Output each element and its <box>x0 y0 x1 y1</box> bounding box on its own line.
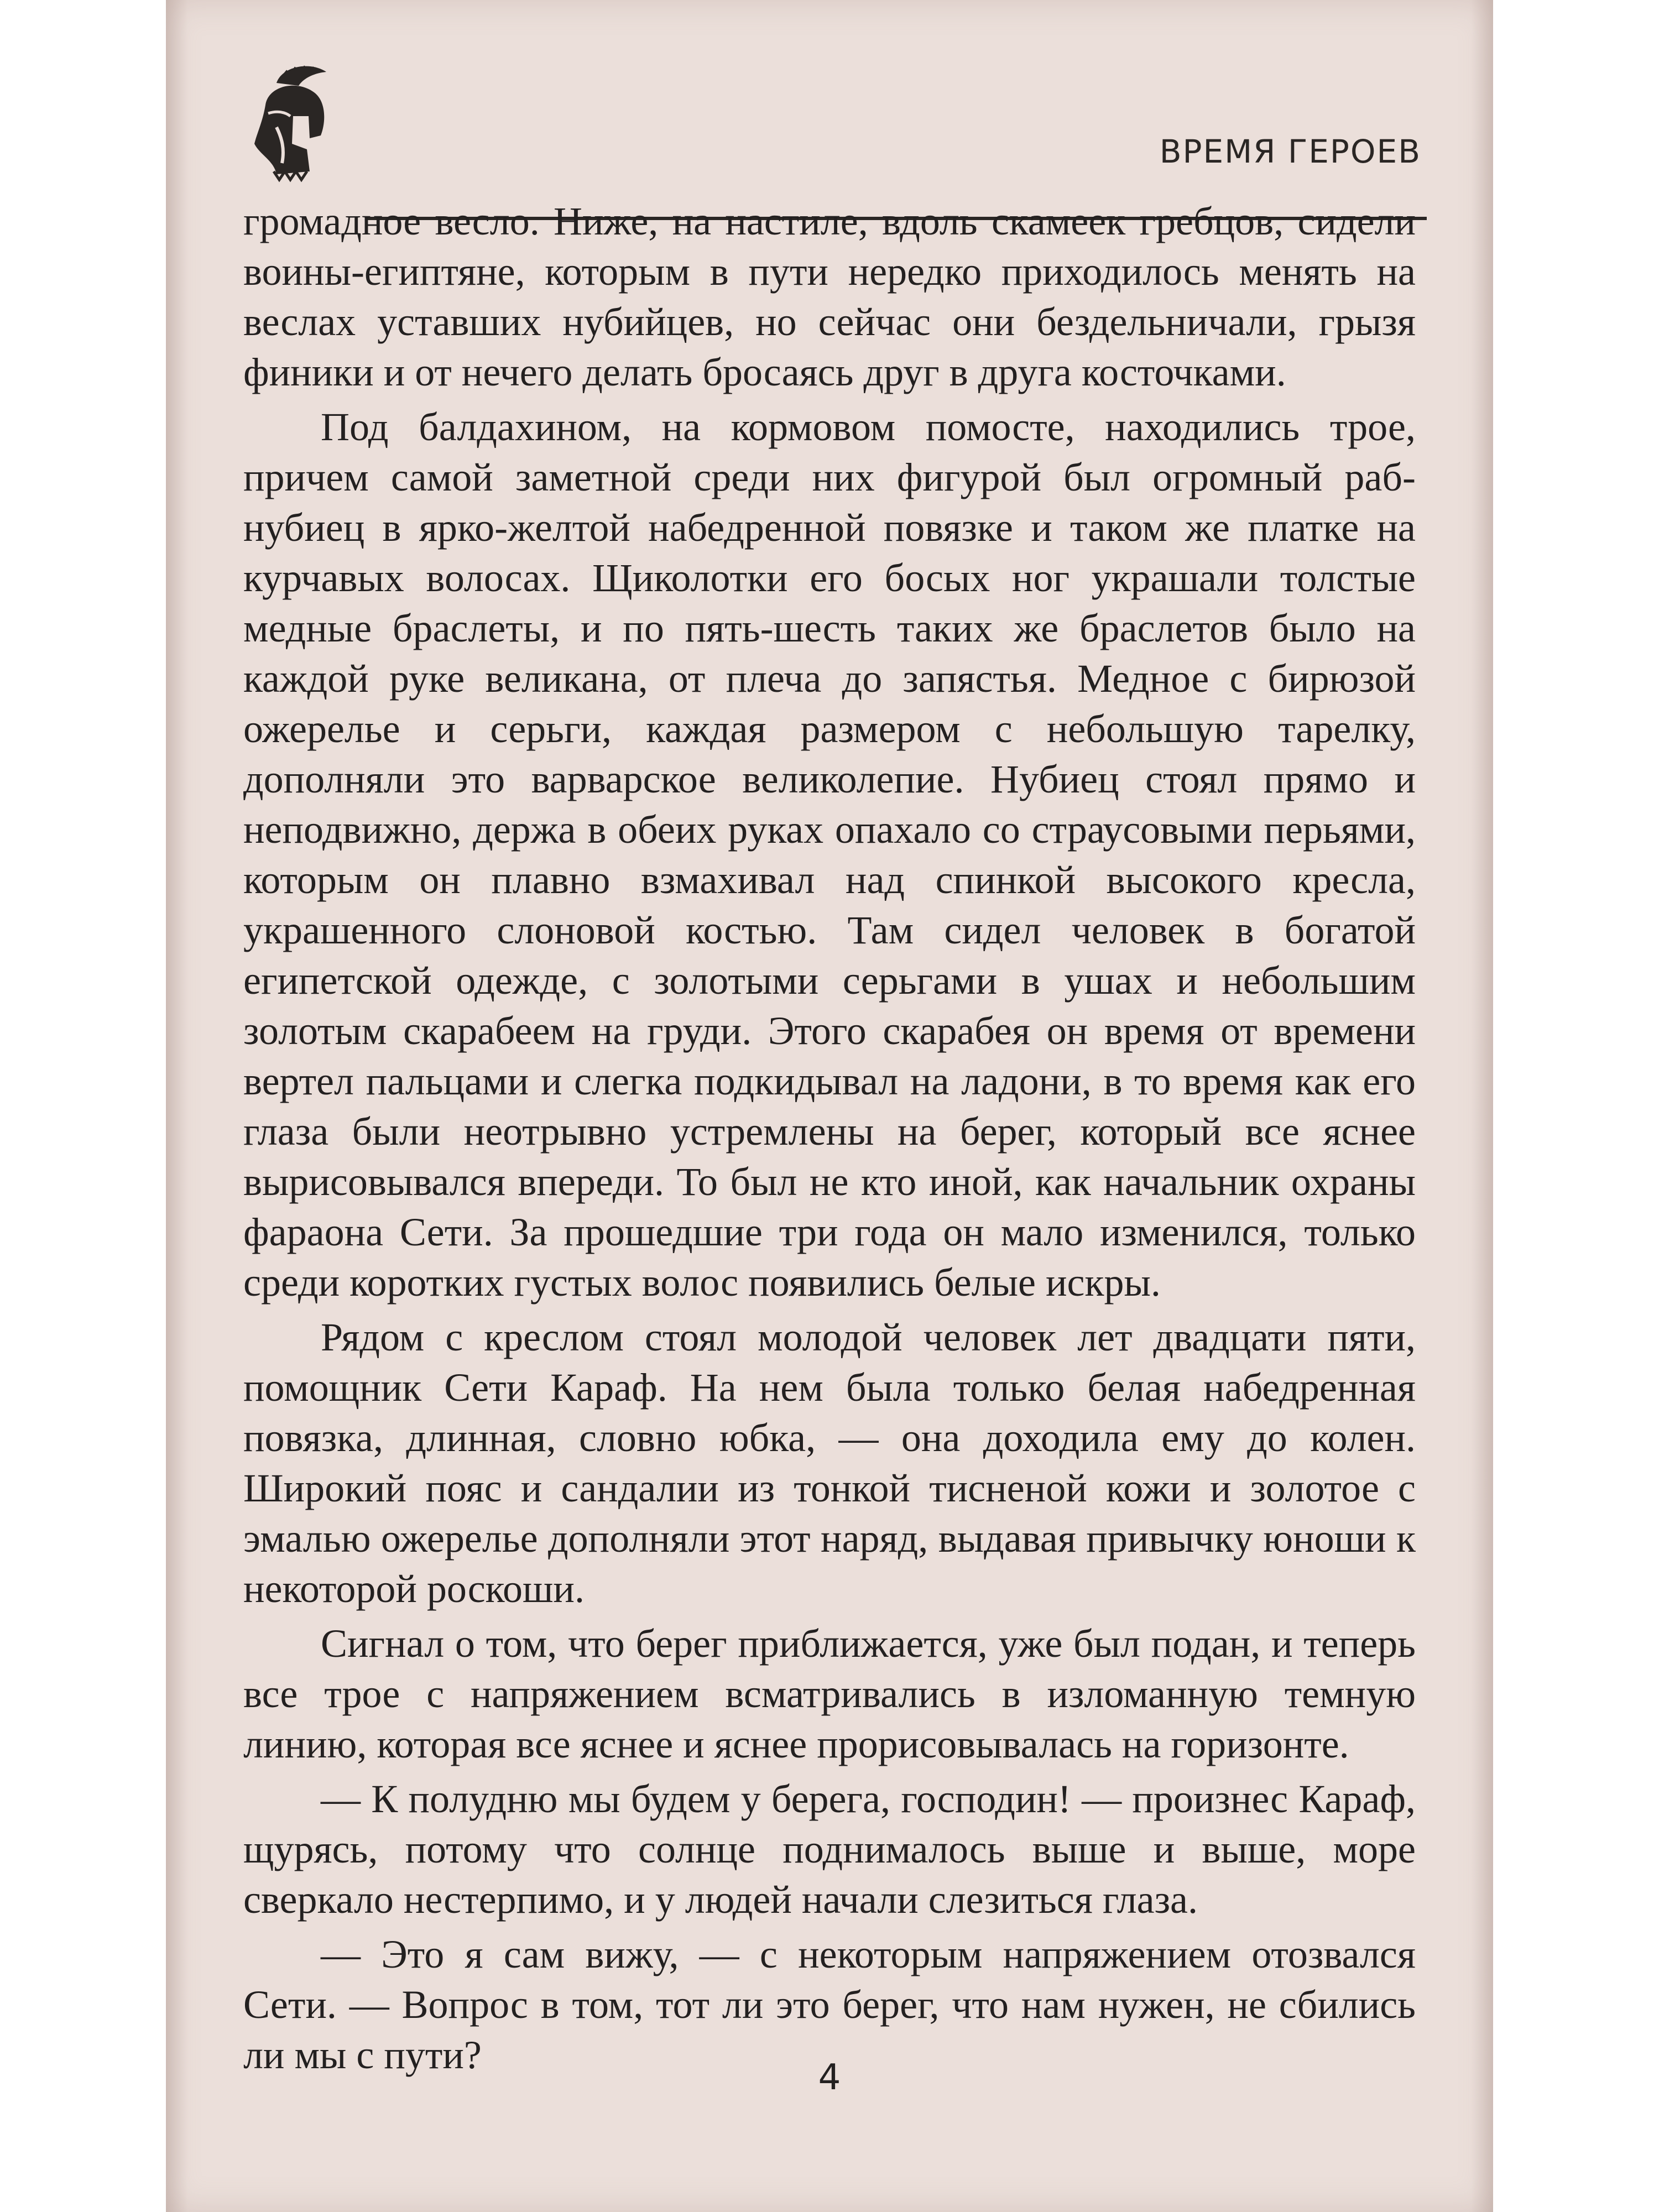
paragraph: громадное весло. Ниже, на настиле, вдоль скамеек гребцов, сидели воины-египтяне, которым в пути нередко приходилось менять на веслах уставших нубийцев, но сейчас они бездельничали, грызя финики и от нечего делать бросаясь друг в друга косточками. <box>243 199 1416 394</box>
book-page <box>166 0 1493 2212</box>
paragraph: Рядом с креслом стоял молодой человек лет двадцати пяти, помощник Сети Караф. На нем была только белая набедренная повязка, длинная, словно юбка, — она доходила ему до колен. Широкий пояс и сандалии из тонкой тисненой кожи и золотое с эмалью ожерелье дополняли этот наряд, выдавая привычку юноши к некоторой роскоши. <box>243 1315 1416 1611</box>
page-left-edge-shadow <box>166 0 188 2212</box>
running-title: ВРЕМЯ ГЕРОЕВ <box>1159 133 1421 170</box>
body-text <box>243 196 1416 2085</box>
paragraph: — Это я сам вижу, — с некоторым напряжением отозвался Сети. — Вопрос в том, тот ли это берег, что нам нужен, не сбились ли мы с пути? <box>243 1932 1416 2077</box>
paragraph: — К полудню мы будем у берега, господин! — произнес Караф, щурясь, потому что солнце поднималось выше и выше, море сверкало нестерпимо, и у людей начали слезиться глаза. <box>243 1777 1416 1922</box>
page-header <box>232 55 1427 182</box>
page-right-edge-shadow <box>1471 0 1493 2212</box>
paragraph: Сигнал о том, что берег приближается, уже был подан, и теперь все трое с напряжением всматривались в изломанную темную линию, которая все яснее и яснее прорисовывалась на горизонте. <box>243 1621 1416 1766</box>
page-number: 4 <box>818 2057 841 2098</box>
paragraph: Под балдахином, на кормовом помосте, находились трое, причем самой заметной среди них фигурой был огромный раб-нубиец в ярко-желтой набедренной повязке и таком же платке на курчавых волосах. Щиколотки его босых ног украшали толстые медные браслеты, и по пять-шесть таких же браслетов было на каждой руке великана, от плеча до запястья. Медное с бирюзой ожерелье и серьги, каждая размером с небольшую тарелку, дополняли это варварское великолепие. Нубиец стоял прямо и неподвижно, держа в обеих руках опахало со страусовыми перьями, которым он плавно взмахивал над спинкой высокого кресла, украшенного слоновой костью. Там сидел человек в богатой египетской одежде, с золотыми серьгами в ушах и небольшим золотым скарабеем на груди. Этого скарабея он время от времени вертел пальцами и слегка подкидывал на ладони, в то время как его глаза были неотрывно устремлены на берег, который все яснее вырисовывался впереди. То был не кто иной, как начальник охраны фараона Сети. За прошедшие три года он мало изменился, только среди коротких густых волос появились белые искры. <box>243 405 1416 1305</box>
spartan-helmet-icon <box>243 61 337 182</box>
